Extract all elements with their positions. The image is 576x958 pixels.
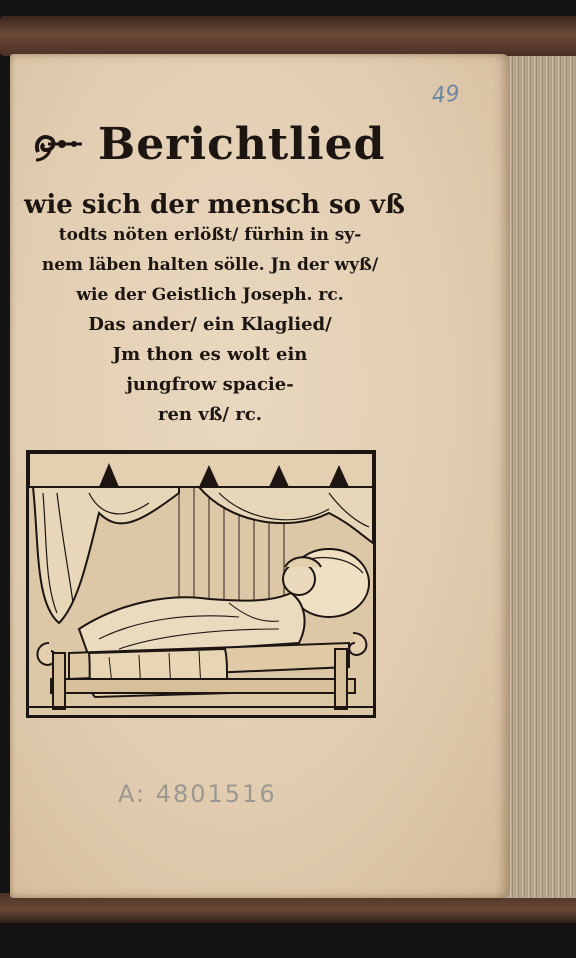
book-binding-top	[0, 16, 576, 56]
pencil-shelfmark: A: 4801516	[118, 780, 277, 808]
subtitle-line: ren vß/ rc.	[158, 404, 262, 425]
title-block	[32, 112, 392, 176]
subtitle-line: jungfrow spacie-	[126, 374, 294, 395]
subtitle-text	[24, 190, 405, 430]
bed-woodcut-image	[29, 453, 373, 715]
subtitle-line: Jm thon es wolt ein	[112, 344, 308, 365]
subtitle-line: Das ander/ ein Klaglied/	[88, 314, 332, 335]
leaf-ornament-icon	[32, 124, 84, 164]
subtitle-line: wie der Geistlich Joseph. rc.	[76, 285, 344, 305]
woodcut-illustration	[26, 450, 376, 718]
subtitle-line: wie sich der mensch so vß	[24, 190, 405, 220]
subtitle-line: nem läben halten sölle. Jn der wyß/	[41, 255, 379, 275]
subtitle-line: todts nöten erlößt/ fürhin in sy-	[58, 225, 362, 245]
page-title: Berichtlied	[98, 118, 386, 170]
page-edges	[500, 56, 576, 898]
folio-number: 49	[430, 81, 462, 110]
